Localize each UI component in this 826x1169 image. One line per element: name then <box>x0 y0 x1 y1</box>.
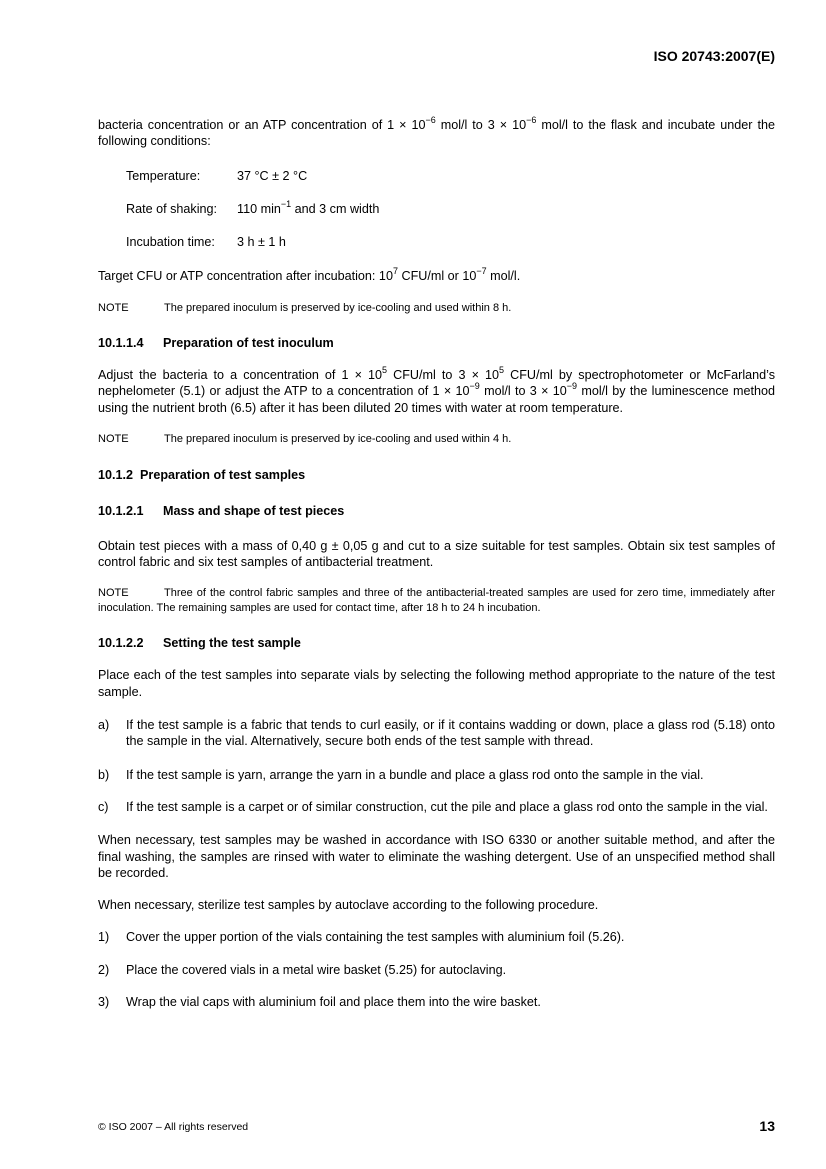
text-run: mol/l to 3 × 10 <box>435 118 527 132</box>
condition-incubation <box>126 234 775 250</box>
intro-paragraph <box>98 114 775 150</box>
superscript: −1 <box>280 198 292 209</box>
list-marker: 2) <box>98 962 110 977</box>
superscript: 5 <box>382 364 388 375</box>
text-run: CFU/ml to 3 × 10 <box>387 368 500 383</box>
list-item <box>98 929 775 945</box>
list-item <box>98 799 775 815</box>
list-item <box>98 767 775 783</box>
text-run: bacteria concentration or an ATP concentration of 1 × 10 <box>98 118 426 132</box>
list-text: If the test sample is yarn, arrange the yarn in a bundle and place a glass rod onto the sample in the vial. <box>126 767 704 782</box>
note <box>98 586 775 616</box>
section-heading <box>98 635 775 651</box>
superscript: −7 <box>476 266 487 277</box>
note-label: NOTE <box>98 432 129 445</box>
list-text: Cover the upper portion of the vials containing the test samples with aluminium foil (5.26). <box>126 930 625 945</box>
paragraph: When necessary, test samples may be washed in accordance with ISO 6330 or another suitable method, and after the final washing, the samples are rinsed with water to eliminate the washing detergent. Use of an unspecified method shall be recorded. <box>98 833 775 880</box>
note-text: The prepared inoculum is preserved by ice-cooling and used within 8 h. <box>164 301 512 314</box>
superscript: −9 <box>566 381 578 392</box>
paragraph: When necessary, sterilize test samples by autoclave according to the following procedure. <box>98 898 599 913</box>
note-label: NOTE <box>98 587 129 600</box>
text-run: Target CFU or ATP concentration after incubation: 10 <box>98 269 393 284</box>
condition-temperature <box>126 168 775 184</box>
section-heading <box>98 467 775 483</box>
superscript: 5 <box>499 364 505 375</box>
superscript: −6 <box>425 114 436 125</box>
list-marker: a) <box>98 718 110 733</box>
text-run: 110 min <box>237 201 281 216</box>
standard-header: ISO 20743:2007(E) <box>653 48 775 64</box>
section-number: 10.1.2.1 <box>98 504 144 519</box>
list-marker: c) <box>98 799 109 814</box>
section-heading <box>98 503 775 519</box>
list-item <box>98 962 775 978</box>
list-item <box>98 994 775 1010</box>
text-run: Adjust the bacteria to a concentration of 1 × 10 <box>98 368 383 383</box>
condition-label: Temperature: <box>126 168 201 183</box>
note-text: Three of the control fabric samples and three of the antibacterial-treated samples are used for zero time, immediately after inoculation. The remaining samples are used for contact time, after 18 h to 24 h incubation. <box>98 587 775 615</box>
section-title: Mass and shape of test pieces <box>163 504 345 519</box>
text-run: CFU/ml by spectrophotometer or McFarland’s nephelometer (5.1) or adjust the ATP to a concentration of 1 × 10 <box>98 368 775 399</box>
text-run: and 3 cm width <box>291 201 380 216</box>
list-text: If the test sample is a carpet or of similar construction, cut the pile and place a glass rod onto the sample in the vial. <box>126 799 768 814</box>
list-marker: 1) <box>98 930 110 945</box>
list-text: Place the covered vials in a metal wire basket (5.25) for autoclaving. <box>126 962 507 977</box>
footer-copyright: © ISO 2007 – All rights reserved <box>98 1121 249 1133</box>
condition-label: Rate of shaking: <box>126 201 218 216</box>
section-title: Preparation of test inoculum <box>163 335 334 350</box>
section-number: 10.1.2 <box>98 467 134 482</box>
text-run: mol/l to 3 × 10 <box>479 384 567 399</box>
text-run: mol/l to the flask and incubate under the following conditions: <box>98 118 775 149</box>
section-title: Preparation of test samples <box>140 467 306 482</box>
note-text: The prepared inoculum is preserved by ice-cooling and used within 4 h. <box>164 432 512 445</box>
condition-label: Incubation time: <box>126 235 215 250</box>
section-number: 10.1.2.2 <box>98 636 144 651</box>
text-run: mol/l. <box>486 269 521 284</box>
paragraph <box>98 364 775 416</box>
superscript: −6 <box>526 114 537 125</box>
condition-shaking <box>126 198 775 217</box>
list-item <box>98 717 775 750</box>
list-text: Wrap the vial caps with aluminium foil and place them into the wire basket. <box>126 995 541 1010</box>
paragraph: Obtain test pieces with a mass of 0,40 g ± 0,05 g and cut to a size suitable for test samples. Obtain six test samples of control fabric and six test samples of antibacterial treatment. <box>98 538 775 569</box>
section-heading <box>98 335 775 351</box>
list-marker: b) <box>98 767 110 782</box>
superscript: −9 <box>469 381 480 392</box>
condition-value <box>237 198 380 217</box>
text-run: CFU/ml or 10 <box>397 269 477 284</box>
superscript: 7 <box>392 266 398 277</box>
page-content <box>98 114 775 1010</box>
text-run: mol/l by the luminescence method using the nutrient broth (6.5) after it has been diluted 20 times with water at room temperature. <box>98 384 775 415</box>
paragraph: Place each of the test samples into separate vials by selecting the following method appropriate to the nature of the test sample. <box>98 668 775 699</box>
section-number: 10.1.1.4 <box>98 335 144 350</box>
list-marker: 3) <box>98 995 110 1010</box>
list-text: If the test sample is a fabric that tends to curl easily, or if it contains wadding or down, place a glass rod (5.18) onto the sample in the vial. Alternatively, secure both ends of the test sample with thread. <box>126 718 775 749</box>
note <box>98 432 775 447</box>
condition-value: 3 h ± 1 h <box>237 235 286 250</box>
page-number: 13 <box>759 1118 775 1134</box>
target-paragraph <box>98 268 775 284</box>
note-label: NOTE <box>98 301 129 314</box>
note <box>98 301 775 316</box>
condition-value: 37 °C ± 2 °C <box>237 168 308 183</box>
section-title: Setting the test sample <box>163 636 301 651</box>
